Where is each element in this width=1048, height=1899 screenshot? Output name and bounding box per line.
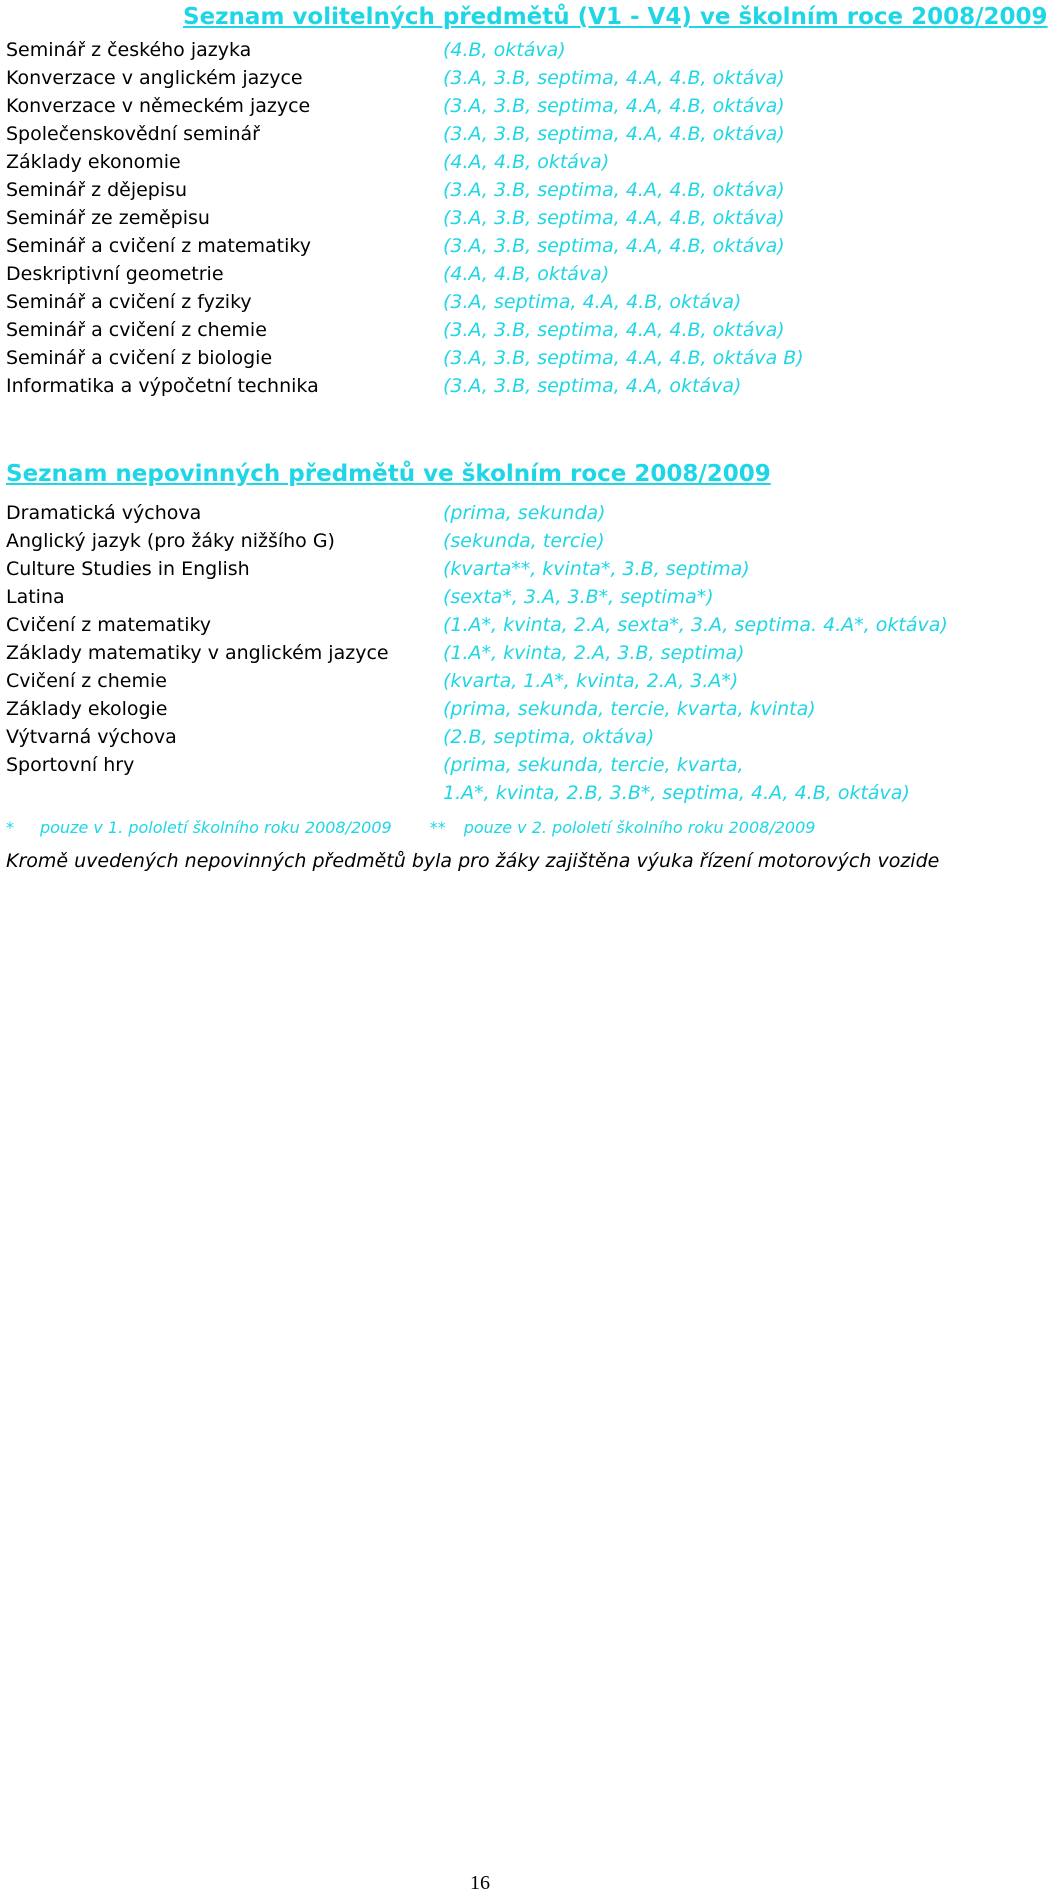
subject-classes: (prima, sekunda, tercie, kvarta, — [443, 754, 744, 776]
subject-classes: (kvarta, 1.A*, kvinta, 2.A, 3.A*) — [443, 670, 739, 692]
subject-name: Seminář a cvičení z chemie — [6, 319, 267, 341]
subject-classes: (3.A, 3.B, septima, 4.A, oktáva) — [443, 375, 742, 397]
subject-name: Seminář a cvičení z fyziky — [6, 291, 252, 313]
list-item — [6, 372, 956, 400]
subject-name: Základy matematiky v anglickém jazyce — [6, 642, 389, 664]
subject-name: Základy ekologie — [6, 698, 168, 720]
subject-classes-continued: 1.A*, kvinta, 2.B, 3.B*, septima, 4.A, 4.B, oktáva) — [443, 782, 910, 804]
list-item — [6, 232, 956, 260]
list-item — [6, 527, 956, 555]
footnote-marker: * — [6, 818, 14, 837]
subject-classes: (4.A, 4.B, oktáva) — [443, 263, 610, 285]
subject-name: Dramatická výchova — [6, 502, 202, 524]
list-item — [6, 260, 956, 288]
list-item — [6, 695, 956, 723]
subject-name: Culture Studies in English — [6, 558, 250, 580]
subject-classes: (sexta*, 3.A, 3.B*, septima*) — [443, 586, 714, 608]
subject-classes: (prima, sekunda) — [443, 502, 606, 524]
list-item — [6, 723, 956, 751]
subject-classes: (prima, sekunda, tercie, kvarta, kvinta) — [443, 698, 816, 720]
list-item — [6, 148, 956, 176]
list-item — [6, 751, 956, 807]
subject-name: Výtvarná výchova — [6, 726, 177, 748]
page-number: 16 — [470, 1872, 490, 1894]
subject-classes: (sekunda, tercie) — [443, 530, 605, 552]
subject-classes: (3.A, 3.B, septima, 4.A, 4.B, oktáva) — [443, 123, 785, 145]
subject-classes: (3.A, 3.B, septima, 4.A, 4.B, oktáva) — [443, 235, 785, 257]
subject-classes: (3.A, septima, 4.A, 4.B, oktáva) — [443, 291, 742, 313]
additional-note: Kromě uvedených nepovinných předmětů byla pro žáky zajištěna výuka řízení motorových vozide — [6, 850, 940, 872]
subject-classes: (2.B, septima, oktáva) — [443, 726, 655, 748]
subject-name: Cvičení z chemie — [6, 670, 167, 692]
footnote-text: pouze v 2. pololetí školního roku 2008/2009 — [463, 818, 816, 837]
subject-name: Informatika a výpočetní technika — [6, 375, 319, 397]
subject-classes: (3.A, 3.B, septima, 4.A, 4.B, oktáva) — [443, 95, 785, 117]
list-item — [6, 92, 956, 120]
footnote-text: pouze v 1. pololetí školního roku 2008/2009 — [40, 818, 392, 837]
subject-name: Seminář ze zeměpisu — [6, 207, 210, 229]
subject-classes: (1.A*, kvinta, 2.A, sexta*, 3.A, septima. 4.A*, oktáva) — [443, 614, 948, 636]
list-item — [6, 316, 956, 344]
subject-name: Konverzace v anglickém jazyce — [6, 67, 303, 89]
subject-classes: (3.A, 3.B, septima, 4.A, 4.B, oktáva) — [443, 207, 785, 229]
subject-name: Latina — [6, 586, 65, 608]
list-item — [6, 344, 956, 372]
subject-classes: (4.A, 4.B, oktáva) — [443, 151, 610, 173]
subject-name: Seminář z dějepisu — [6, 179, 188, 201]
list-item — [6, 36, 956, 64]
subject-classes: (3.A, 3.B, septima, 4.A, 4.B, oktáva) — [443, 179, 785, 201]
subject-name: Základy ekonomie — [6, 151, 181, 173]
subject-classes: (3.A, 3.B, septima, 4.A, 4.B, oktáva B) — [443, 347, 804, 369]
list-item — [6, 120, 956, 148]
footnote — [6, 818, 956, 837]
subject-name: Seminář z českého jazyka — [6, 39, 252, 61]
list-item — [6, 555, 956, 583]
subject-name: Seminář a cvičení z matematiky — [6, 235, 311, 257]
list-item — [6, 288, 956, 316]
footnote-marker: ** — [429, 818, 446, 837]
section-title-elective: Seznam volitelných předmětů (V1 - V4) ve školním roce 2008/2009 — [183, 4, 1048, 30]
subject-classes: (4.B, oktáva) — [443, 39, 566, 61]
list-item — [6, 176, 956, 204]
subject-classes: (3.A, 3.B, septima, 4.A, 4.B, oktáva) — [443, 319, 785, 341]
subject-name: Cvičení z matematiky — [6, 614, 212, 636]
list-item — [6, 667, 956, 695]
subject-name: Společenskovědní seminář — [6, 123, 260, 145]
subject-name: Sportovní hry — [6, 754, 135, 776]
subject-name: Konverzace v německém jazyce — [6, 95, 311, 117]
subject-name: Anglický jazyk (pro žáky nižšího G) — [6, 530, 335, 552]
list-item — [6, 204, 956, 232]
section-title-optional: Seznam nepovinných předmětů ve školním roce 2008/2009 — [6, 461, 771, 487]
list-item — [6, 499, 956, 527]
optional-subject-list — [6, 499, 956, 807]
list-item — [6, 583, 956, 611]
subject-classes: (1.A*, kvinta, 2.A, 3.B, septima) — [443, 642, 745, 664]
list-item — [6, 64, 956, 92]
subject-name: Seminář a cvičení z biologie — [6, 347, 273, 369]
subject-name: Deskriptivní geometrie — [6, 263, 224, 285]
subject-classes: (3.A, 3.B, septima, 4.A, 4.B, oktáva) — [443, 67, 785, 89]
list-item — [6, 611, 956, 639]
elective-subject-list — [6, 36, 956, 400]
list-item — [6, 639, 956, 667]
subject-classes: (kvarta**, kvinta*, 3.B, septima) — [443, 558, 750, 580]
